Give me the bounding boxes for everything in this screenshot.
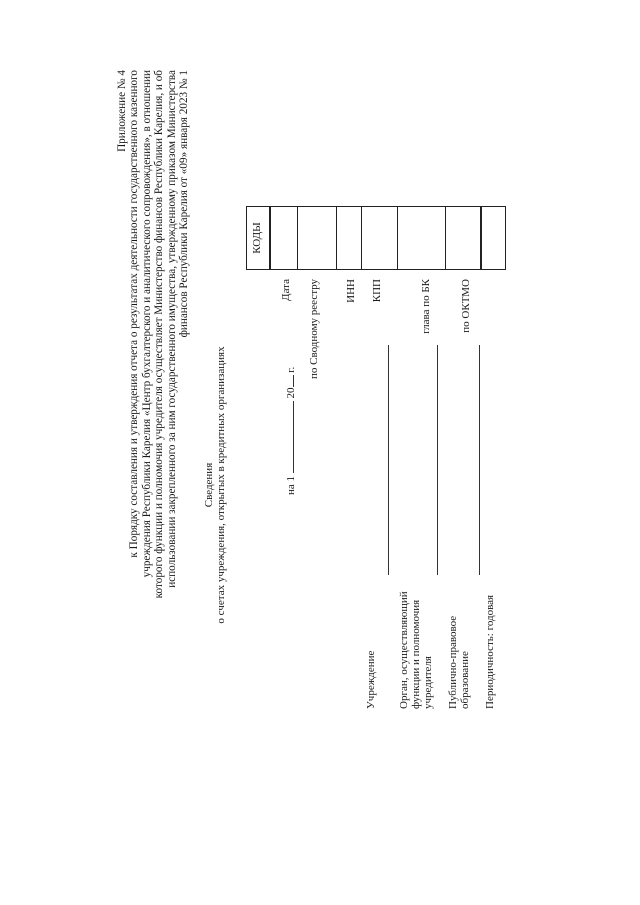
- field-institution-line: [388, 345, 389, 575]
- codes-table: [246, 206, 506, 270]
- title-heading: Сведения: [203, 462, 215, 508]
- date-blank: [283, 401, 294, 473]
- field-authority-label: Орган, осуществляющий функции и полномочия учредителя: [398, 591, 434, 709]
- appendix-line: Приложение № 4: [116, 70, 128, 152]
- codes-row-divider: [361, 207, 362, 269]
- codes-row-divider: [480, 207, 482, 269]
- code-label-oktmo: по ОКТМО: [460, 279, 472, 333]
- document-title: [203, 346, 227, 624]
- appendix-line: которого функции и полномочия учредителя осуществляет Министерство финансов Республики Карелия, и об: [153, 70, 166, 599]
- code-label-chapter: глава по БК: [420, 279, 432, 334]
- field-authority-line: [437, 345, 438, 575]
- codes-row-divider: [445, 207, 446, 269]
- field-periodicity-label: Периодичность: годовая: [484, 594, 496, 709]
- field-municipality-label: Публично-правовое образование: [447, 615, 471, 709]
- date-prefix: на 1: [285, 475, 297, 495]
- appendix-line: учреждения Республики Карелия «Центр бухгалтерского и аналитического сопровождения», в отношении: [140, 70, 153, 578]
- appendix-line: к Порядку составления и утверждения отчета о результатах деятельности государственного казенного: [128, 70, 141, 558]
- codes-row-divider: [269, 207, 271, 269]
- code-label-inn: ИНН: [345, 279, 357, 303]
- appendix-line: финансов Республики Карелия от «09» января 2023 № 1: [178, 70, 191, 338]
- code-label-registry: по Сводному реестру: [308, 279, 320, 379]
- code-label-kpp: КПП: [371, 279, 383, 303]
- codes-header: КОДЫ: [251, 222, 263, 254]
- code-label-date: Дата: [280, 279, 292, 301]
- field-institution-label: Учреждение: [365, 650, 377, 709]
- codes-row-divider: [397, 207, 398, 269]
- title-subheading: о счетах учреждения, открытых в кредитных организациях: [214, 346, 227, 624]
- appendix-block: [116, 70, 190, 605]
- codes-row-divider: [336, 207, 337, 269]
- date-suffix: г.: [285, 366, 297, 373]
- field-municipality-line: [479, 345, 480, 575]
- report-date-line: [283, 367, 297, 495]
- codes-row-divider: [297, 207, 298, 269]
- appendix-line: использовании закрепленного за ним государственного имущества, утвержденному приказом Министерства: [165, 70, 178, 588]
- year-prefix: 20: [285, 387, 297, 399]
